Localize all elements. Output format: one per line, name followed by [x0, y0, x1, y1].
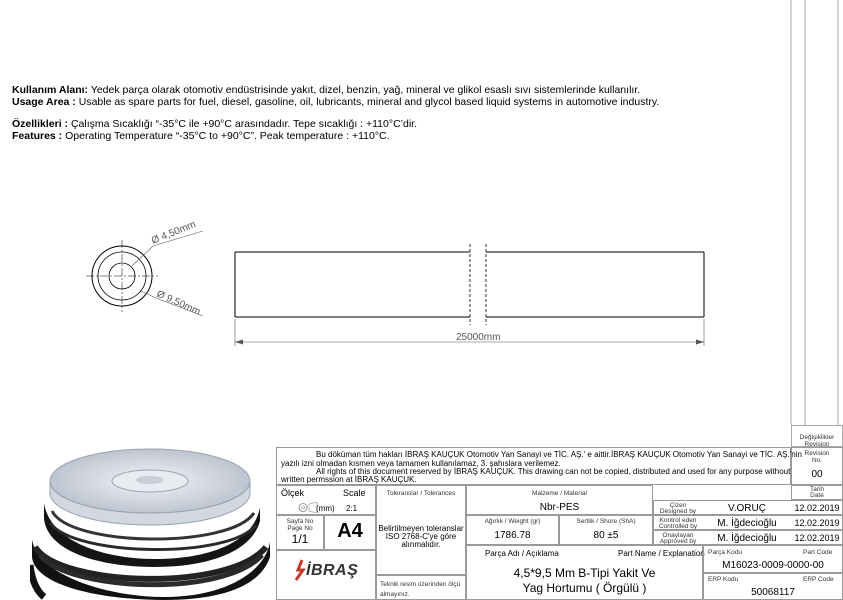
tolerances-label: Toleranslar / Tolerances [386, 490, 456, 497]
tolerances-line-1: Belirtilmeyen toleranslar [378, 524, 464, 533]
part-name-line-1: 4,5*9,5 Mm B-Tipi Yakit Ve [513, 566, 656, 580]
projection-symbol-icon [298, 502, 318, 513]
revision-changes-tr: Değişiklikler [799, 434, 835, 441]
page-no-en: Page No [287, 525, 313, 532]
note-line-1: Teknik resim üzerinden ölçü [380, 581, 461, 588]
part-code-tr: Parça Kodu [708, 549, 742, 556]
controlled-by: M. İğdecioğlu [717, 518, 777, 529]
olcek-label: Ölçek [281, 488, 305, 498]
tolerances-line-3: alınmalıdır. [401, 540, 441, 549]
scale-label: Scale [343, 488, 366, 498]
outer-diameter-label: Ø 9,50mm [154, 288, 202, 318]
features-en-text: Operating Temperature “-35°C to +90°C”. Peak temperature : +110°C. [62, 130, 390, 142]
usage-en-label: Usage Area : [12, 96, 76, 108]
approved-date: 12.02.2019 [794, 533, 840, 543]
paper-size: A4 [337, 520, 363, 542]
approved-en: Approved by [659, 538, 697, 545]
approved-tr: Onaylayan [662, 532, 694, 539]
features-tr-text: Çalışma Sıcaklığı “-35°C ile +90°C arasındadır. Tepe sıcaklığı : +110°C’dir. [68, 118, 417, 130]
part-name-tr: Parça Adı / Açıklama [485, 549, 559, 558]
part-code-value: M16023-0009-0000-00 [722, 560, 824, 571]
usage-tr-label: Kullanım Alanı: [12, 84, 89, 96]
hardness-label: Sertlik / Shore (ShA) [576, 518, 636, 525]
approved-by: M. İğdecioğlu [717, 533, 777, 544]
erp-code-value: 50068117 [751, 587, 795, 598]
features-tr-label: Özellikleri : [12, 118, 69, 130]
erp-en: ERP Code [803, 576, 834, 583]
usage-en-text: Usable as spare parts for fuel, diesel, gasoline, oil, lubricants, mineral and glycol based liquid systems in automotive industry. [75, 96, 660, 108]
part-name-line-2: Yag Hortumu ( Örgülü ) [522, 581, 647, 595]
date-tr: Tarih [809, 486, 825, 493]
brand-logo: İBRAŞ [306, 562, 359, 579]
length-label: 25000mm [456, 332, 501, 343]
revision-no-value: 00 [811, 469, 823, 480]
hose-reel-photo [30, 447, 275, 600]
tolerances-line-2: ISO 2768-C'ye göre [385, 532, 457, 541]
note-line-2: almayınız. [380, 591, 410, 598]
erp-tr: ERP Kodu [708, 576, 739, 583]
hardness-value: 80 ±5 [593, 530, 619, 541]
unit-label: (mm) [316, 504, 335, 513]
controlled-en: Controlled by [658, 523, 698, 530]
revision-no-en: No. [811, 457, 823, 464]
scale-value: 2:1 [346, 504, 358, 513]
copyright-line-1: Bu döküman tüm hakları İBRAŞ KAUÇUK Otomotiv Yan Sanayi ve TİC. AŞ.' e aittir.İBRAŞ KAUÇUK Otomotiv Yan Sanayi ve TİC. AŞ.'nin [316, 450, 802, 459]
designed-date: 12.02.2019 [794, 503, 840, 513]
designed-by: V.ORUÇ [728, 503, 766, 514]
usage-tr-text: Yedek parça olarak otomotiv endüstrisinde yakıt, dizel, benzin, yağ, mineral ve glikol esaslı sıvı sistemlerinde kullanılır. [88, 84, 641, 96]
page-no-tr: Sayfa No [286, 518, 314, 525]
revision-changes-en: Revision [804, 441, 830, 448]
revision-no-tr: Revision [804, 450, 830, 457]
copyright-line-4: written permssion at İBRAŞ KAUÇUK. [281, 475, 417, 484]
designed-en: Designed by [659, 508, 697, 515]
part-name-en: Part Name / Explanation [618, 549, 705, 558]
hose-side-view [235, 244, 704, 325]
part-code-en: Part Code [803, 549, 833, 556]
features-en-label: Features : [12, 130, 63, 142]
weight-label: Ağırlık / Weight (gr) [484, 518, 541, 525]
page-value: 1/1 [291, 532, 309, 546]
designed-tr: Çizen [669, 502, 687, 509]
date-en: Date [810, 492, 824, 499]
inner-diameter-label: Ø 4,50mm [150, 219, 198, 247]
copyright-line-3: All rights of this document reserved by İBRAŞ KAUÇUK. This drawing can not be copied, distributed and used for any purpose without [316, 467, 791, 476]
controlled-date: 12.02.2019 [794, 518, 840, 528]
controlled-tr: Kontrol eden [659, 517, 697, 524]
material-value: Nbr-PES [539, 502, 580, 513]
material-label: Malzeme / Material [532, 490, 587, 497]
weight-value: 1786.78 [494, 530, 531, 541]
copyright-line-2: yazılı izni olmadan kısmen veya tamamen kullanılamaz, 3. şahıslara verilemez. [281, 459, 561, 468]
